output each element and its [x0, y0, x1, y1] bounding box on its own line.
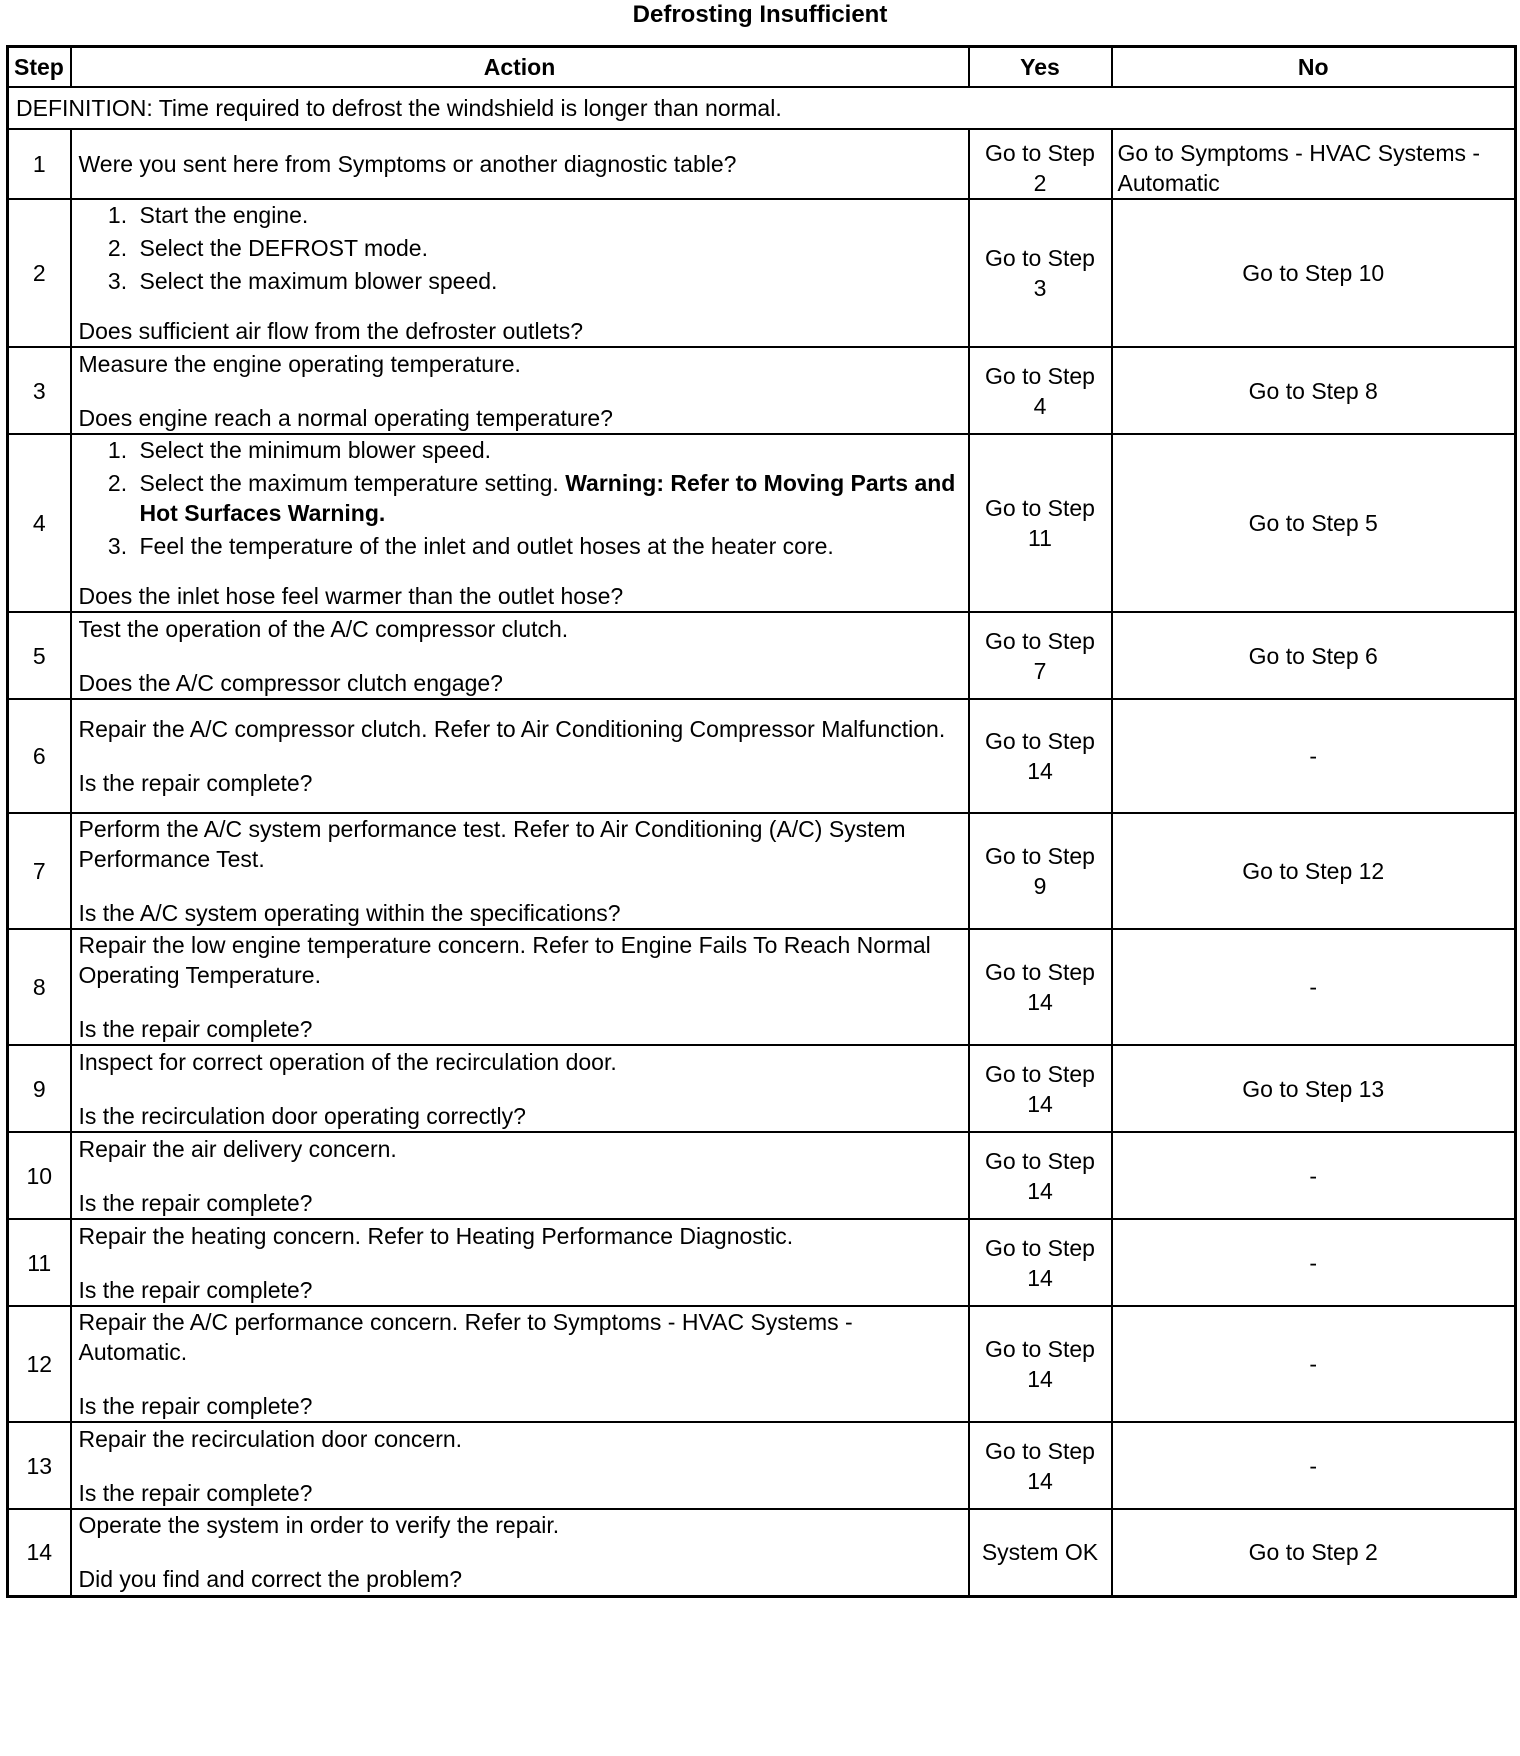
- no-cell: Go to Step 6: [1112, 612, 1516, 699]
- list-item: 3. Select the maximum blower speed.: [134, 266, 961, 296]
- header-yes: Yes: [969, 47, 1112, 88]
- definition-row: [8, 87, 1516, 129]
- action-text: Repair the A/C performance concern. Refer to Symptoms - HVAC Systems - Automatic.: [78, 1309, 853, 1365]
- table-row: [8, 129, 1516, 199]
- question-text: Is the repair complete?: [78, 1276, 313, 1303]
- no-cell: -: [1112, 1219, 1516, 1306]
- table-row: [8, 1132, 1516, 1219]
- question-text: Is the A/C system operating within the specifications?: [78, 900, 621, 926]
- action-list: [79, 435, 961, 561]
- action-text: Measure the engine operating temperature.: [78, 350, 521, 377]
- action-text: Repair the A/C compressor clutch. Refer to Air Conditioning Compressor Malfunction.: [78, 716, 946, 742]
- action-cell: [71, 1219, 969, 1306]
- table-row: [8, 1509, 1516, 1596]
- step-number: 7: [8, 813, 71, 929]
- action-text: Perform the A/C system performance test. Refer to Air Conditioning (A/C) System Performance Test.: [78, 816, 906, 872]
- no-cell: Go to Step 5: [1112, 434, 1516, 612]
- step-number: 12: [8, 1306, 71, 1422]
- action-text: Were you sent here from Symptoms or another diagnostic table?: [78, 151, 737, 177]
- no-cell: -: [1112, 929, 1516, 1045]
- step-number: 4: [8, 434, 71, 612]
- yes-cell: Go to Step 14: [969, 929, 1112, 1045]
- header-action: Action: [71, 47, 969, 88]
- step-number: 1: [8, 129, 71, 199]
- header-row: [8, 47, 1516, 88]
- action-cell: [71, 1306, 969, 1422]
- action-cell: [71, 1132, 969, 1219]
- question-text: Is the repair complete?: [78, 1189, 313, 1216]
- action-cell: [71, 199, 969, 347]
- definition-text: DEFINITION: Time required to defrost the windshield is longer than normal.: [8, 87, 1516, 129]
- page-title: Defrosting Insufficient: [632, 1, 888, 28]
- question-text: Is the repair complete?: [78, 1479, 313, 1506]
- yes-cell: Go to Step 14: [969, 1219, 1112, 1306]
- action-cell: [71, 129, 969, 199]
- question-text: Is the repair complete?: [78, 1393, 313, 1419]
- yes-cell: Go to Step 2: [969, 129, 1112, 199]
- action-list: [79, 200, 961, 296]
- action-cell: [71, 347, 969, 434]
- no-cell: Go to Step 12: [1112, 813, 1516, 929]
- action-text: Repair the heating concern. Refer to Heating Performance Diagnostic.: [78, 1222, 794, 1249]
- step-number: 5: [8, 612, 71, 699]
- list-item: 1. Start the engine.: [134, 200, 961, 230]
- no-cell: Go to Step 8: [1112, 347, 1516, 434]
- yes-cell: System OK: [969, 1509, 1112, 1596]
- question-text: Is the repair complete?: [78, 1016, 313, 1042]
- no-cell: -: [1112, 1422, 1516, 1509]
- step-number: 9: [8, 1045, 71, 1132]
- table-row: [8, 813, 1516, 929]
- table-row: [8, 347, 1516, 434]
- list-item: 3. Feel the temperature of the inlet and outlet hoses at the heater core.: [134, 531, 961, 561]
- no-cell: Go to Step 10: [1112, 199, 1516, 347]
- no-cell: Go to Step 13: [1112, 1045, 1516, 1132]
- table-row: [8, 434, 1516, 612]
- yes-cell: Go to Step 9: [969, 813, 1112, 929]
- table-row: [8, 929, 1516, 1045]
- yes-cell: Go to Step 4: [969, 347, 1112, 434]
- step-number: 3: [8, 347, 71, 434]
- no-cell: Go to Symptoms - HVAC Systems - Automatic: [1112, 129, 1516, 199]
- diagnostic-table: [6, 45, 1517, 1598]
- list-item-text: Select the maximum temperature setting.: [139, 470, 559, 496]
- question-text: Is the recirculation door operating correctly?: [78, 1102, 526, 1129]
- action-cell: [71, 1509, 969, 1596]
- action-cell: [71, 929, 969, 1045]
- yes-cell: Go to Step 3: [969, 199, 1112, 347]
- question-text: Does the A/C compressor clutch engage?: [78, 669, 503, 696]
- question-text: Does engine reach a normal operating temperature?: [78, 404, 613, 431]
- table-row: [8, 699, 1516, 813]
- action-cell: [71, 612, 969, 699]
- action-cell: [71, 1045, 969, 1132]
- action-cell: [71, 434, 969, 612]
- table-row: [8, 1219, 1516, 1306]
- yes-cell: Go to Step 11: [969, 434, 1112, 612]
- header-no: No: [1112, 47, 1516, 88]
- action-text: Inspect for correct operation of the recirculation door.: [78, 1048, 617, 1075]
- action-text: Repair the low engine temperature concern. Refer to Engine Fails To Reach Normal Operating Temperature.: [78, 932, 931, 988]
- table-row: [8, 199, 1516, 347]
- action-text: Operate the system in order to verify the repair.: [78, 1512, 560, 1539]
- yes-cell: Go to Step 14: [969, 1045, 1112, 1132]
- action-text: Test the operation of the A/C compressor clutch.: [78, 615, 569, 642]
- action-cell: [71, 699, 969, 813]
- question-text: Did you find and correct the problem?: [78, 1566, 463, 1593]
- list-item: 2. Select the DEFROST mode.: [134, 233, 961, 263]
- yes-cell: Go to Step 14: [969, 1132, 1112, 1219]
- no-cell: -: [1112, 1132, 1516, 1219]
- question-text: Does sufficient air flow from the defroster outlets?: [78, 318, 584, 344]
- yes-cell: Go to Step 14: [969, 699, 1112, 813]
- question-text: Is the repair complete?: [78, 770, 313, 796]
- no-cell: -: [1112, 1306, 1516, 1422]
- step-number: 13: [8, 1422, 71, 1509]
- no-cell: Go to Step 2: [1112, 1509, 1516, 1596]
- step-number: 8: [8, 929, 71, 1045]
- step-number: 2: [8, 199, 71, 347]
- table-row: [8, 612, 1516, 699]
- step-number: 14: [8, 1509, 71, 1596]
- step-number: 6: [8, 699, 71, 813]
- yes-cell: Go to Step 7: [969, 612, 1112, 699]
- table-row: [8, 1045, 1516, 1132]
- yes-cell: Go to Step 14: [969, 1422, 1112, 1509]
- list-item: 1. Select the minimum blower speed.: [134, 435, 961, 465]
- action-cell: [71, 813, 969, 929]
- step-number: 11: [8, 1219, 71, 1306]
- warning-text: Warning: Refer to Moving Parts and Hot Surfaces Warning.: [139, 470, 956, 526]
- action-cell: [71, 1422, 969, 1509]
- yes-cell: Go to Step 14: [969, 1306, 1112, 1422]
- no-cell: -: [1112, 699, 1516, 813]
- step-number: 10: [8, 1132, 71, 1219]
- list-item: [134, 468, 961, 528]
- question-text: Does the inlet hose feel warmer than the outlet hose?: [78, 583, 624, 609]
- action-text: Repair the recirculation door concern.: [78, 1425, 463, 1452]
- table-row: [8, 1306, 1516, 1422]
- header-step: Step: [8, 47, 71, 88]
- table-row: [8, 1422, 1516, 1509]
- action-text: Repair the air delivery concern.: [78, 1135, 397, 1162]
